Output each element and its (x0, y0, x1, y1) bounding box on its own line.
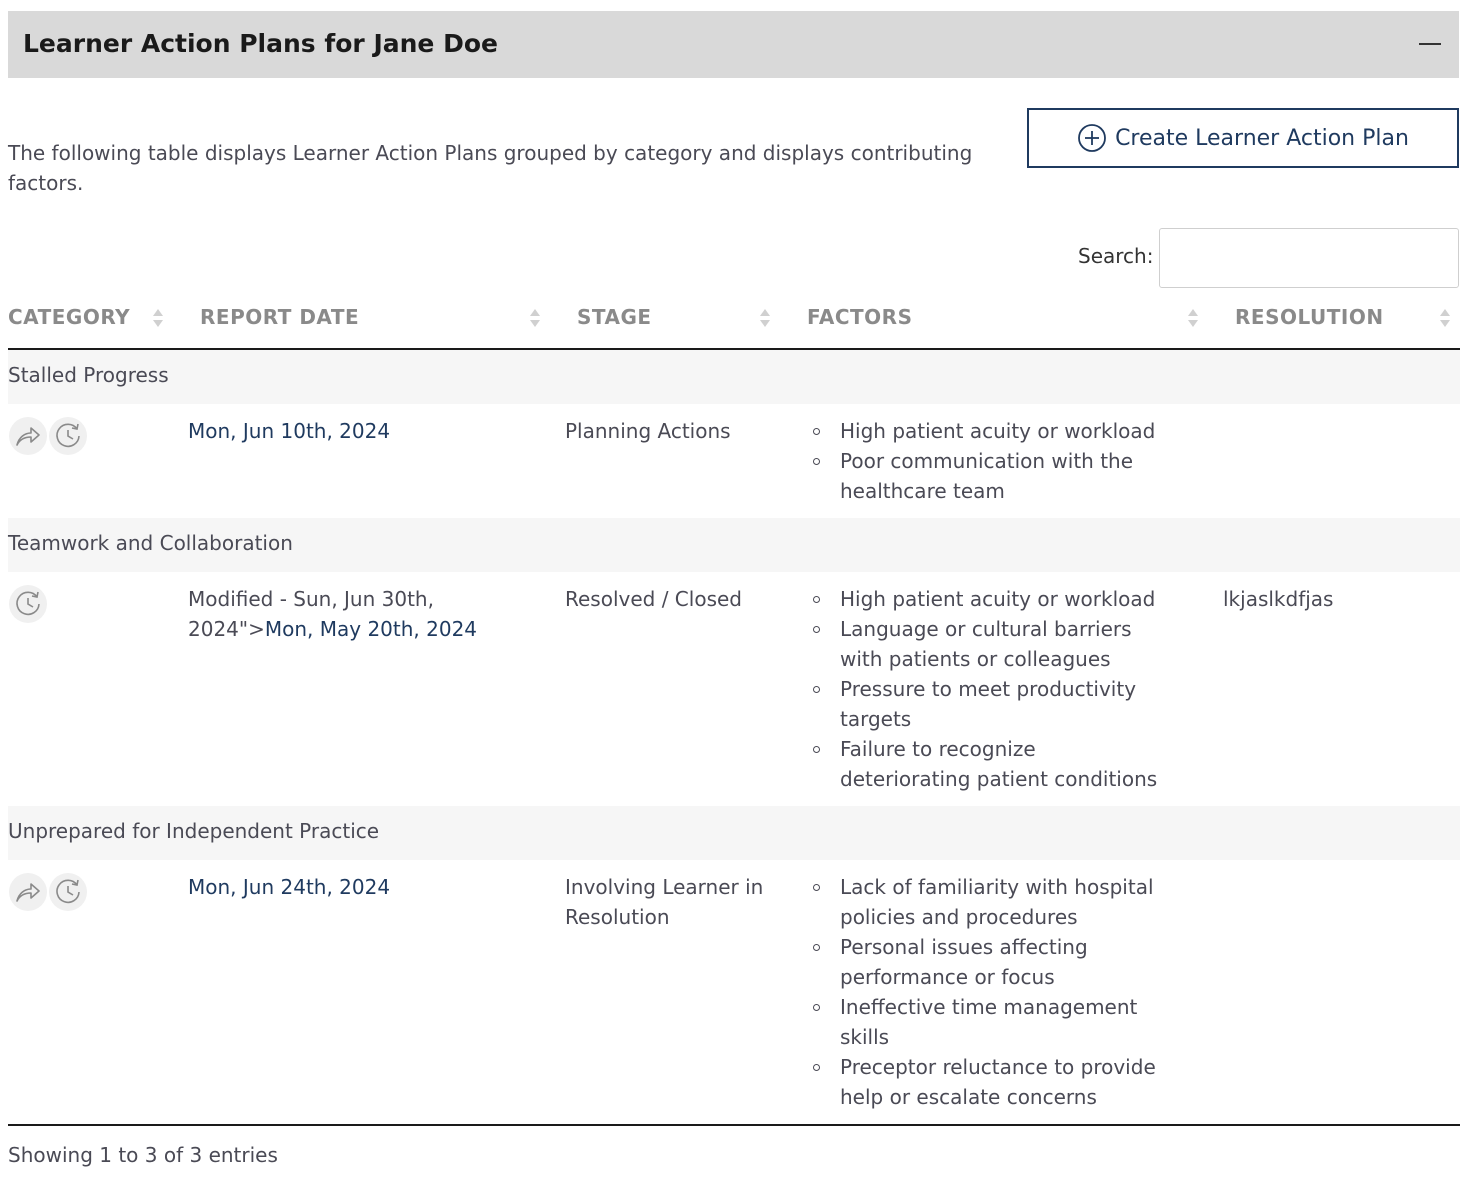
factor-item: Ineffective time management skills (808, 992, 1168, 1052)
create-button-label: Create Learner Action Plan (1115, 125, 1409, 151)
factor-item: High patient acuity or workload (808, 416, 1168, 446)
report-date-cell (188, 872, 548, 902)
share-icon[interactable] (9, 417, 47, 455)
group-row (8, 518, 1460, 572)
table-info: Showing 1 to 3 of 3 entries (8, 1143, 278, 1167)
column-header-factors[interactable]: FACTORS (807, 305, 913, 329)
factors-list (808, 584, 1168, 794)
group-label: Stalled Progress (8, 363, 169, 387)
plus-circle-icon (1077, 123, 1107, 153)
factor-item: Language or cultural barriers with patients or colleagues (808, 614, 1168, 674)
stage-cell: Resolved / Closed (565, 587, 742, 611)
factor-item: High patient acuity or workload (808, 584, 1168, 614)
column-header-resolution[interactable]: RESOLUTION (1235, 305, 1384, 329)
column-header-stage[interactable]: STAGE (577, 305, 652, 329)
history-icon[interactable] (49, 873, 87, 911)
sort-icon[interactable] (759, 307, 771, 329)
column-header-category[interactable]: CATEGORY (8, 305, 131, 329)
column-header-report-date[interactable]: REPORT DATE (200, 305, 360, 329)
factor-item: Personal issues affecting performance or focus (808, 932, 1168, 992)
factor-item: Preceptor reluctance to provide help or escalate concerns (808, 1052, 1168, 1112)
group-label: Unprepared for Independent Practice (8, 819, 380, 843)
search-label: Search: (1078, 244, 1154, 268)
factors-list (808, 872, 1168, 1112)
panel-header (8, 11, 1459, 78)
history-icon[interactable] (49, 417, 87, 455)
report-date-cell (188, 416, 548, 446)
search-input[interactable] (1159, 228, 1459, 288)
report-date-link[interactable]: Mon, Jun 24th, 2024 (188, 875, 391, 899)
factor-item: Pressure to meet productivity targets (808, 674, 1168, 734)
table-header (8, 290, 1460, 350)
sort-icon[interactable] (152, 307, 164, 329)
minus-icon[interactable] (1419, 43, 1441, 45)
sort-icon[interactable] (529, 307, 541, 329)
panel-title: Learner Action Plans for Jane Doe (23, 29, 498, 58)
factor-item: Lack of familiarity with hospital policies and procedures (808, 872, 1168, 932)
history-icon[interactable] (9, 585, 47, 623)
group-row (8, 350, 1460, 404)
sort-icon[interactable] (1187, 307, 1199, 329)
report-date-cell (188, 584, 488, 644)
sort-icon[interactable] (1439, 307, 1451, 329)
group-label: Teamwork and Collaboration (8, 531, 293, 555)
intro-text: The following table displays Learner Action Plans grouped by category and displays contributing factors. (8, 141, 973, 195)
stage-cell: Involving Learner in Resolution (565, 875, 764, 929)
table-bottom-rule (8, 1124, 1460, 1126)
group-row (8, 806, 1460, 860)
report-date-link[interactable]: Mon, Jun 10th, 2024 (188, 419, 391, 443)
stage-cell: Planning Actions (565, 419, 731, 443)
factor-item: Failure to recognize deteriorating patient conditions (808, 734, 1168, 794)
resolution-cell: lkjaslkdfjas (1223, 587, 1334, 611)
factor-item: Poor communication with the healthcare team (808, 446, 1168, 506)
create-learner-action-plan-button[interactable] (1027, 108, 1459, 168)
share-icon[interactable] (9, 873, 47, 911)
report-date-link[interactable]: Mon, May 20th, 2024 (264, 617, 478, 641)
date-modified-text: Modified - Sun, Jun 30th, 2024"> (188, 587, 434, 641)
factors-list (808, 416, 1168, 506)
